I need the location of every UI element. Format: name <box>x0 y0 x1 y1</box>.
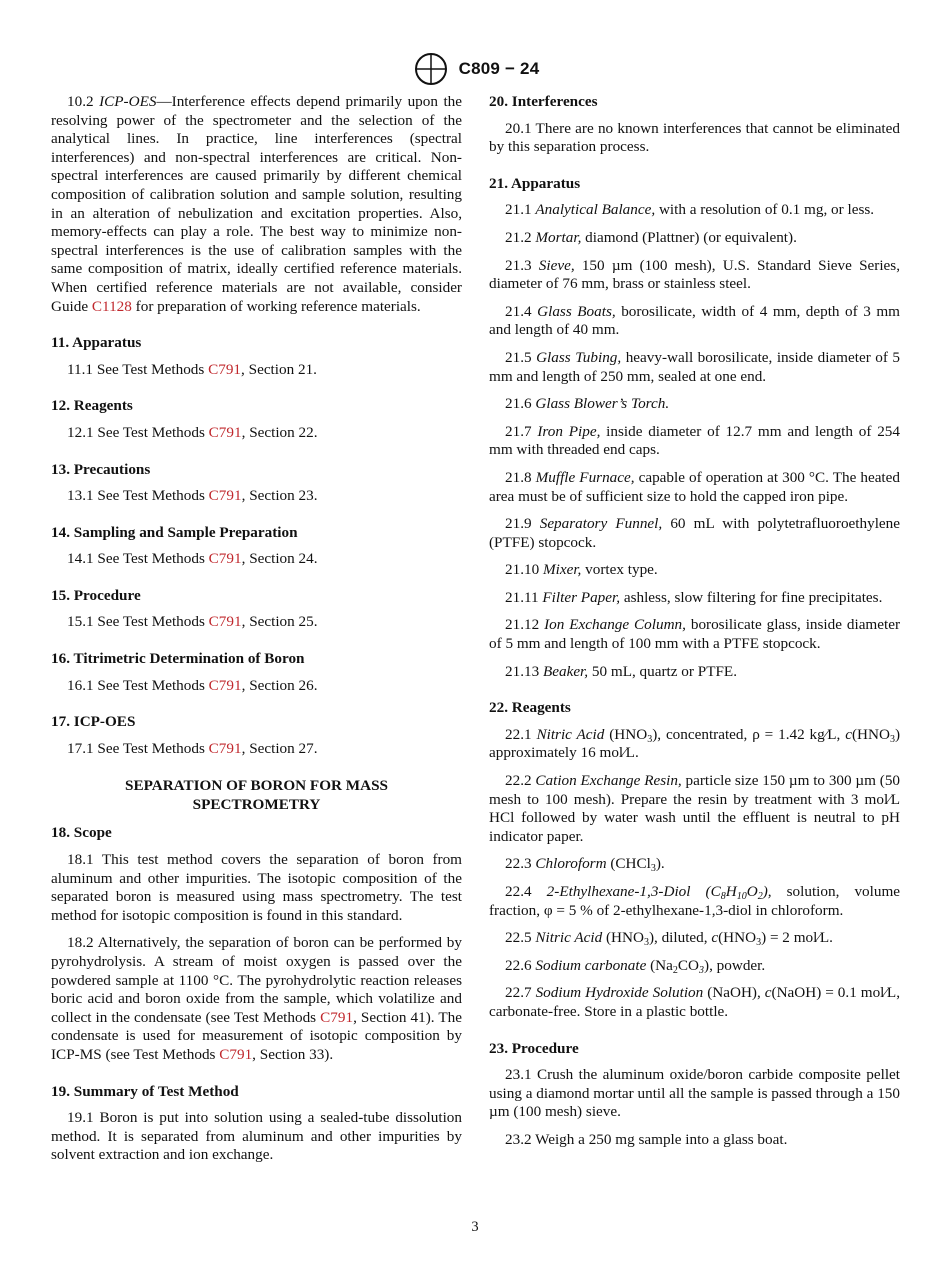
standard-designation: C809 − 24 <box>458 59 540 78</box>
apparatus-item: 21.4 Glass Boats, borosilicate, width of 4 mm, depth of 3 mm and length of 40 mm. <box>489 302 900 339</box>
ref-link[interactable]: C791 <box>208 550 242 568</box>
section-text: 13.1 See Test Methods C791, Section 23. <box>67 487 318 505</box>
section-heading: 18. Scope <box>51 824 112 842</box>
section-text: 12.1 See Test Methods C791, Section 22. <box>67 423 318 441</box>
section-heading: 14. Sampling and Sample Preparation <box>51 523 298 541</box>
section-text: 16.1 See Test Methods C791, Section 26. <box>67 676 318 694</box>
paragraph-19-1: 19.1 Boron is put into solution using a sealed-tube dissolution method. It is separated from aluminum and other impurities by solvent extraction and ion exchange. <box>51 1109 462 1164</box>
separation-title: SEPARATION OF BORON FOR MASS SPECTROMETRY <box>125 777 388 814</box>
reagent-22-6: 22.6 Sodium carbonate $(Na_2CO_3)$, powder. <box>505 956 766 976</box>
apparatus-list <box>489 201 900 681</box>
reagent-22-4: 22.4 2-Ethylhexane-1,3-Diol $(C_8H_{10}O_2)$, solution, volume fraction, φ = 5 % of 2-ethylhexane-1,3-diol in chloroform. <box>489 883 901 919</box>
ref-link[interactable]: C791 <box>208 360 242 378</box>
apparatus-item: 21.12 Ion Exchange Column, borosilicate glass, inside diameter of 5 mm and length of 100 mm with a PTFE stopcock. <box>489 616 901 653</box>
section-text: 15.1 See Test Methods C791, Section 25. <box>67 613 318 631</box>
apparatus-item: 21.10 Mixer, vortex type. <box>505 561 658 579</box>
section-heading: 19. Summary of Test Method <box>51 1082 239 1100</box>
section-heading: 15. Procedure <box>51 586 141 604</box>
apparatus-item: 21.5 Glass Tubing, heavy-wall borosilicate, inside diameter of 5 mm and length of 250 mm, sealed at one end. <box>489 348 901 385</box>
apparatus-item: 21.13 Beaker, 50 mL, quartz or PTFE. <box>505 662 737 680</box>
apparatus-item: 21.7 Iron Pipe, inside diameter of 12.7 mm and length of 254 mm with threaded end caps. <box>489 422 900 459</box>
section-heading: 20. Interferences <box>489 93 598 110</box>
section-heading: 21. Apparatus <box>489 174 581 192</box>
section-heading: 13. Precautions <box>51 460 151 478</box>
ref-link[interactable]: C791 <box>208 676 242 694</box>
section-heading: 11. Apparatus <box>51 334 142 352</box>
apparatus-item: 21.3 Sieve, 150 µm (100 mesh), U.S. Standard Sieve Series, diameter of 76 mm, brass or stainless steel. <box>489 256 900 293</box>
ref-link[interactable]: C791 <box>219 1045 253 1063</box>
paragraph-18-1: 18.1 This test method covers the separation of boron from aluminum and other impurities. The isotopic composition of the separated boron is measured using mass spectrometry. The test method for isotopic composition is found in this standard. <box>51 851 462 924</box>
ref-link[interactable]: C1128 <box>91 297 132 315</box>
ref-link[interactable]: C791 <box>320 1008 354 1026</box>
apparatus-item: 21.1 Analytical Balance, with a resolution of 0.1 mg, or less. <box>505 201 875 219</box>
reagent-22-5: 22.5 Nitric Acid $(HNO_3)$, diluted, $c(HNO_3) = 2$ mol⁄L. <box>505 929 833 949</box>
section-text: 17.1 See Test Methods C791, Section 27. <box>67 739 318 757</box>
section-heading: 22. Reagents <box>489 699 571 717</box>
section-text: 14.1 See Test Methods C791, Section 24. <box>67 550 318 568</box>
reagent-22-1: 22.1 Nitric Acid $(HNO_3)$, concentrated, ρ = 1.42 kg⁄L, $c(HNO_3)$ approximately 16 mol⁄L. <box>489 725 901 762</box>
reagent-22-7: 22.7 Sodium Hydroxide Solution (NaOH), c(NaOH) = 0.1 mol⁄L, carbonate-free. Store in a plastic bottle. <box>489 984 900 1020</box>
ref-link[interactable]: C791 <box>208 487 242 505</box>
section-heading: 23. Procedure <box>489 1039 579 1057</box>
paragraph-20-1: 20.1 There are no known interferences that cannot be eliminated by this separation process. <box>489 119 900 156</box>
section-heading: 12. Reagents <box>51 397 133 415</box>
paragraph-18-2: 18.2 Alternatively, the separation of boron can be performed by pyrohydrolysis. A stream of moist oxygen is passed over the powdered sample at 1100 °C. The pyrohydrolytic reaction releases boric acid and boron oxide from the sample, which volatilize and collect in the condensate (see Test Methods C791, Section 41). The condensate is used for measurement of isotopic composition by ICP-MS (see Test Methods C791, Section 33). <box>51 934 462 1063</box>
paragraph-23-1: 23.1 Crush the aluminum oxide/boron carbide composite pellet using a diamond mortar until all the sample is passed through a 150 µm (100 mesh) sieve. <box>489 1066 900 1121</box>
reagent-22-2: 22.2 Cation Exchange Resin, particle size 150 µm to 300 µm (50 mesh to 100 mesh). Prepare the resin by treatment with 3 mol⁄L HCl followed by water wash until the effluent is neutral to pH indicator paper. <box>489 772 901 845</box>
apparatus-item: 21.2 Mortar, diamond (Plattner) (or equivalent). <box>505 228 797 246</box>
section-heading: 17. ICP-OES <box>51 713 136 731</box>
left-column <box>51 93 462 1174</box>
page-header <box>0 52 950 86</box>
section-heading: 16. Titrimetric Determination of Boron <box>51 650 305 668</box>
reagent-22-3: 22.3 Chloroform (CHCl$_3$). <box>505 855 665 875</box>
astm-logo-icon <box>411 52 451 86</box>
paragraph-23-2: 23.2 Weigh a 250 mg sample into a glass boat. <box>505 1130 788 1148</box>
apparatus-item: 21.9 Separatory Funnel, 60 mL with polytetrafluoroethylene (PTFE) stopcock. <box>489 515 900 551</box>
apparatus-item: 21.8 Muffle Furnace, capable of operation at 300 °C. The heated area must be of sufficient size to hold the capped iron pipe. <box>489 468 900 505</box>
section-text: 11.1 See Test Methods C791, Section 21. <box>67 360 317 378</box>
apparatus-item: 21.6 Glass Blower’s Torch. <box>505 395 670 413</box>
apparatus-item: 21.11 Filter Paper, ashless, slow filtering for fine precipitates. <box>505 588 883 606</box>
ref-link[interactable]: C791 <box>208 613 242 631</box>
ref-link[interactable]: C791 <box>208 423 242 441</box>
right-column <box>489 93 900 1159</box>
ref-link[interactable]: C791 <box>208 739 242 757</box>
page-number: 3 <box>471 1219 479 1235</box>
paragraph-10-2: 10.2 ICP-OES—Interference effects depend primarily upon the resolving power of the spectrometer and the selection of the analytical lines. In practice, line interferences (spectral interferences) and non-spectral interferences are critical. Non-spectral interferences are caused primarily by different chemical composition of calibration solution and sample solution, resulting in an alteration of nebulization and excitation properties. Also, memory-effects can play a role. The best way to minimize non-spectral interferences is the use of calibration samples with the same composition of matrix, ideally certified reference materials. When certified reference materials are not available, consider Guide C1128 for preparation of working reference materials. <box>51 93 463 315</box>
